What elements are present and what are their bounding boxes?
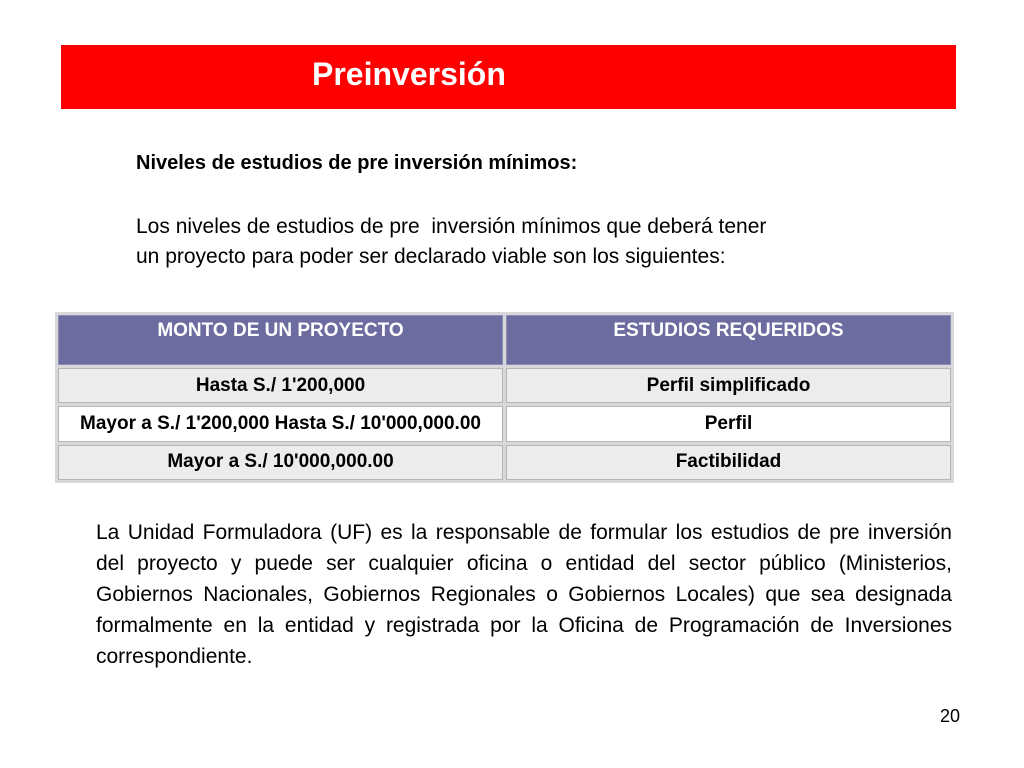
slide-title: Preinversión — [312, 56, 506, 92]
section-heading: Niveles de estudios de pre inversión mínimos: — [136, 152, 578, 174]
requirements-table — [55, 312, 954, 483]
table-row — [58, 406, 951, 441]
table-row — [58, 445, 951, 480]
cell-estudio: Perfil — [506, 406, 951, 441]
cell-monto: Hasta S./ 1'200,000 — [58, 368, 503, 403]
cell-monto: Mayor a S./ 1'200,000 Hasta S./ 10'000,000.00 — [58, 406, 503, 441]
cell-monto: Mayor a S./ 10'000,000.00 — [58, 445, 503, 480]
table-header-row — [58, 315, 951, 365]
body-paragraph: La Unidad Formuladora (UF) es la responsable de formular los estudios de pre inversión del proyecto y puede ser cualquier oficina o entidad del sector público (Ministerios, Gobiernos Nacionales, Gobiernos Regionales o Gobiernos Locales) que sea designada formalmente en la entidad y registrada por la Oficina de Programación de Inversiones correspondiente. — [96, 521, 952, 668]
title-bar — [61, 45, 956, 109]
table-row — [58, 368, 951, 403]
cell-estudio: Factibilidad — [506, 445, 951, 480]
header-monto: MONTO DE UN PROYECTO — [58, 315, 503, 365]
intro-text: Los niveles de estudios de pre inversión mínimos que deberá tener un proyecto para poder ser declarado viable son los siguientes: — [136, 215, 767, 268]
header-estudios: ESTUDIOS REQUERIDOS — [506, 315, 951, 365]
requirements-table-wrap — [55, 312, 954, 483]
page-number: 20 — [940, 706, 961, 726]
cell-estudio: Perfil simplificado — [506, 368, 951, 403]
